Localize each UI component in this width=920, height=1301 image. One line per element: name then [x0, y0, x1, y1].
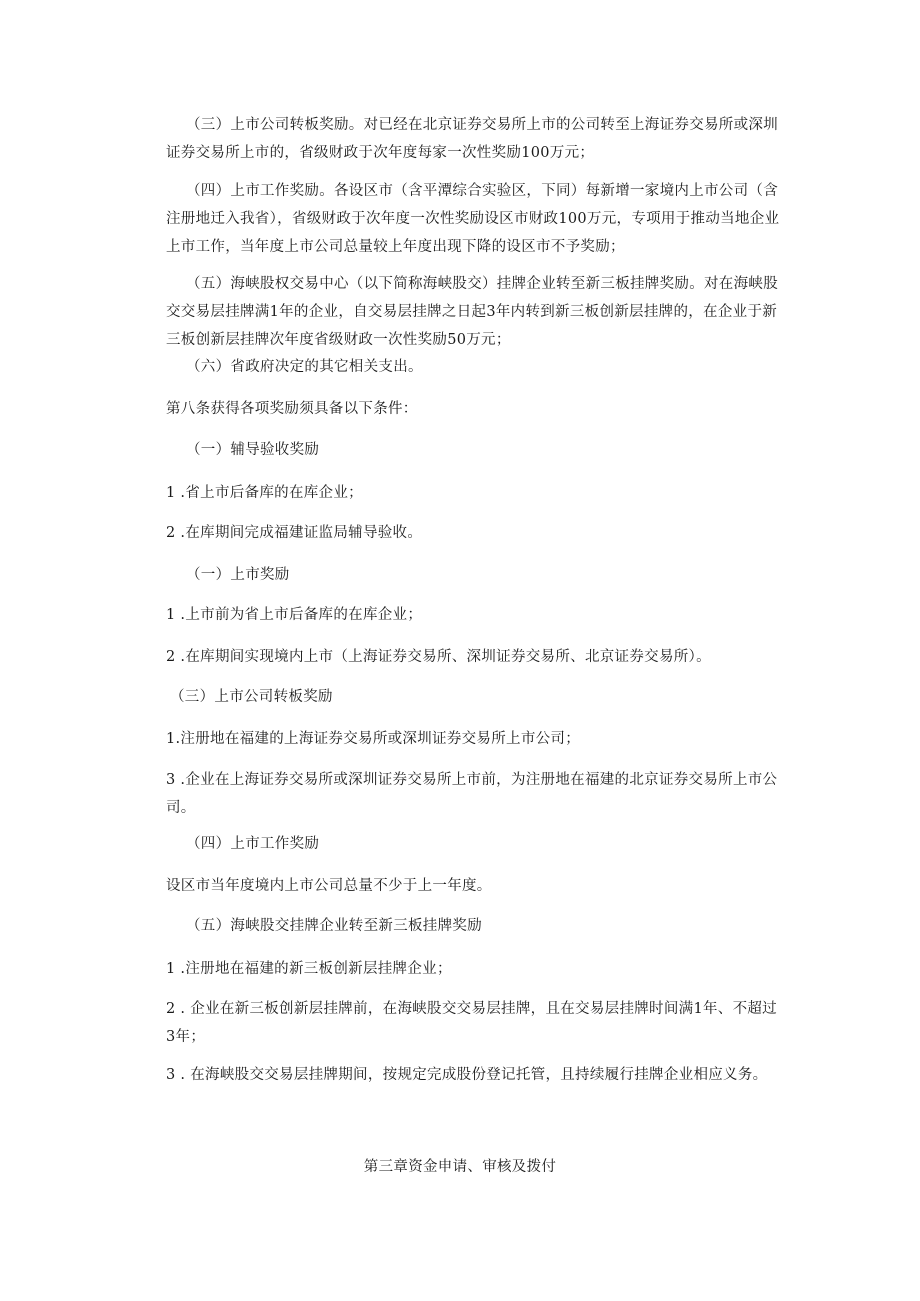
- list-item: 2 . 企业在新三板创新层挂牌前，在海峡股交交易层挂牌，且在交易层挂牌时间满1年、不超过3年；: [166, 1001, 777, 1045]
- section-listing-reward: （一）上市奖励: [186, 567, 290, 583]
- paragraph-listing-work-reward: （四）上市工作奖励。各设区市（含平潭综合实验区，下同）每新增一家境内上市公司（含注册地迁入我省），省级财政于次年度一次性奖励设区市财政100万元，专项用于推动当地企业上市工作，当年度上市公司总量较上年度出现下降的设区市不予奖励；: [166, 183, 780, 255]
- section-tutoring-reward: （一）辅导验收奖励: [186, 442, 320, 458]
- list-item: 2 .在库期间完成福建证监局辅导验收。: [166, 525, 423, 541]
- list-item: 2 .在库期间实现境内上市（上海证券交易所、深圳证券交易所、北京证券交易所）。: [166, 649, 711, 665]
- list-item: 3 .企业在上海证券交易所或深圳证券交易所上市前，为注册地在福建的北京证券交易所上市公司。: [166, 772, 778, 816]
- section-work-reward: （四）上市工作奖励: [186, 836, 320, 852]
- list-item: 3 . 在海峡股交交易层挂牌期间，按规定完成股份登记托管，且持续履行挂牌企业相应义务。: [166, 1067, 768, 1083]
- list-item: 1 .上市前为省上市后备库的在库企业；: [166, 607, 423, 623]
- paragraph-listing-transfer-reward: （三）上市公司转板奖励。对已经在北京证券交易所上市的公司转至上海证券交易所或深圳证券交易所上市的，省级财政于次年度每家一次性奖励100万元；: [166, 117, 778, 161]
- work-reward-condition: 设区市当年度境内上市公司总量不少于上一年度。: [166, 878, 492, 894]
- list-item: 1 .省上市后备库的在库企业；: [166, 485, 363, 501]
- paragraph-haixia-transfer-reward: （五）海峡股权交易中心（以下简称海峡股交）挂牌企业转至新三板挂牌奖励。对在海峡股交交易层挂牌满1年的企业，自交易层挂牌之日起3年内转到新三板创新层挂牌的，在企业于新三板创新层挂牌次年度省级财政一次性奖励50万元；: [166, 276, 778, 348]
- section-haixia-transfer-reward: （五）海峡股交挂牌企业转至新三板挂牌奖励: [186, 918, 482, 934]
- article-eight-heading: 第八条获得各项奖励须具备以下条件：: [166, 401, 418, 417]
- list-item: 1.注册地在福建的上海证券交易所或深圳证券交易所上市公司；: [166, 731, 581, 747]
- chapter-three-heading: 第三章资金申请、审核及拨付: [363, 1159, 557, 1175]
- list-item: 1 .注册地在福建的新三板创新层挂牌企业；: [166, 961, 452, 977]
- paragraph-other-expenses: （六）省政府决定的其它相关支出。: [186, 359, 423, 375]
- section-transfer-reward: （三）上市公司转板奖励: [170, 689, 333, 705]
